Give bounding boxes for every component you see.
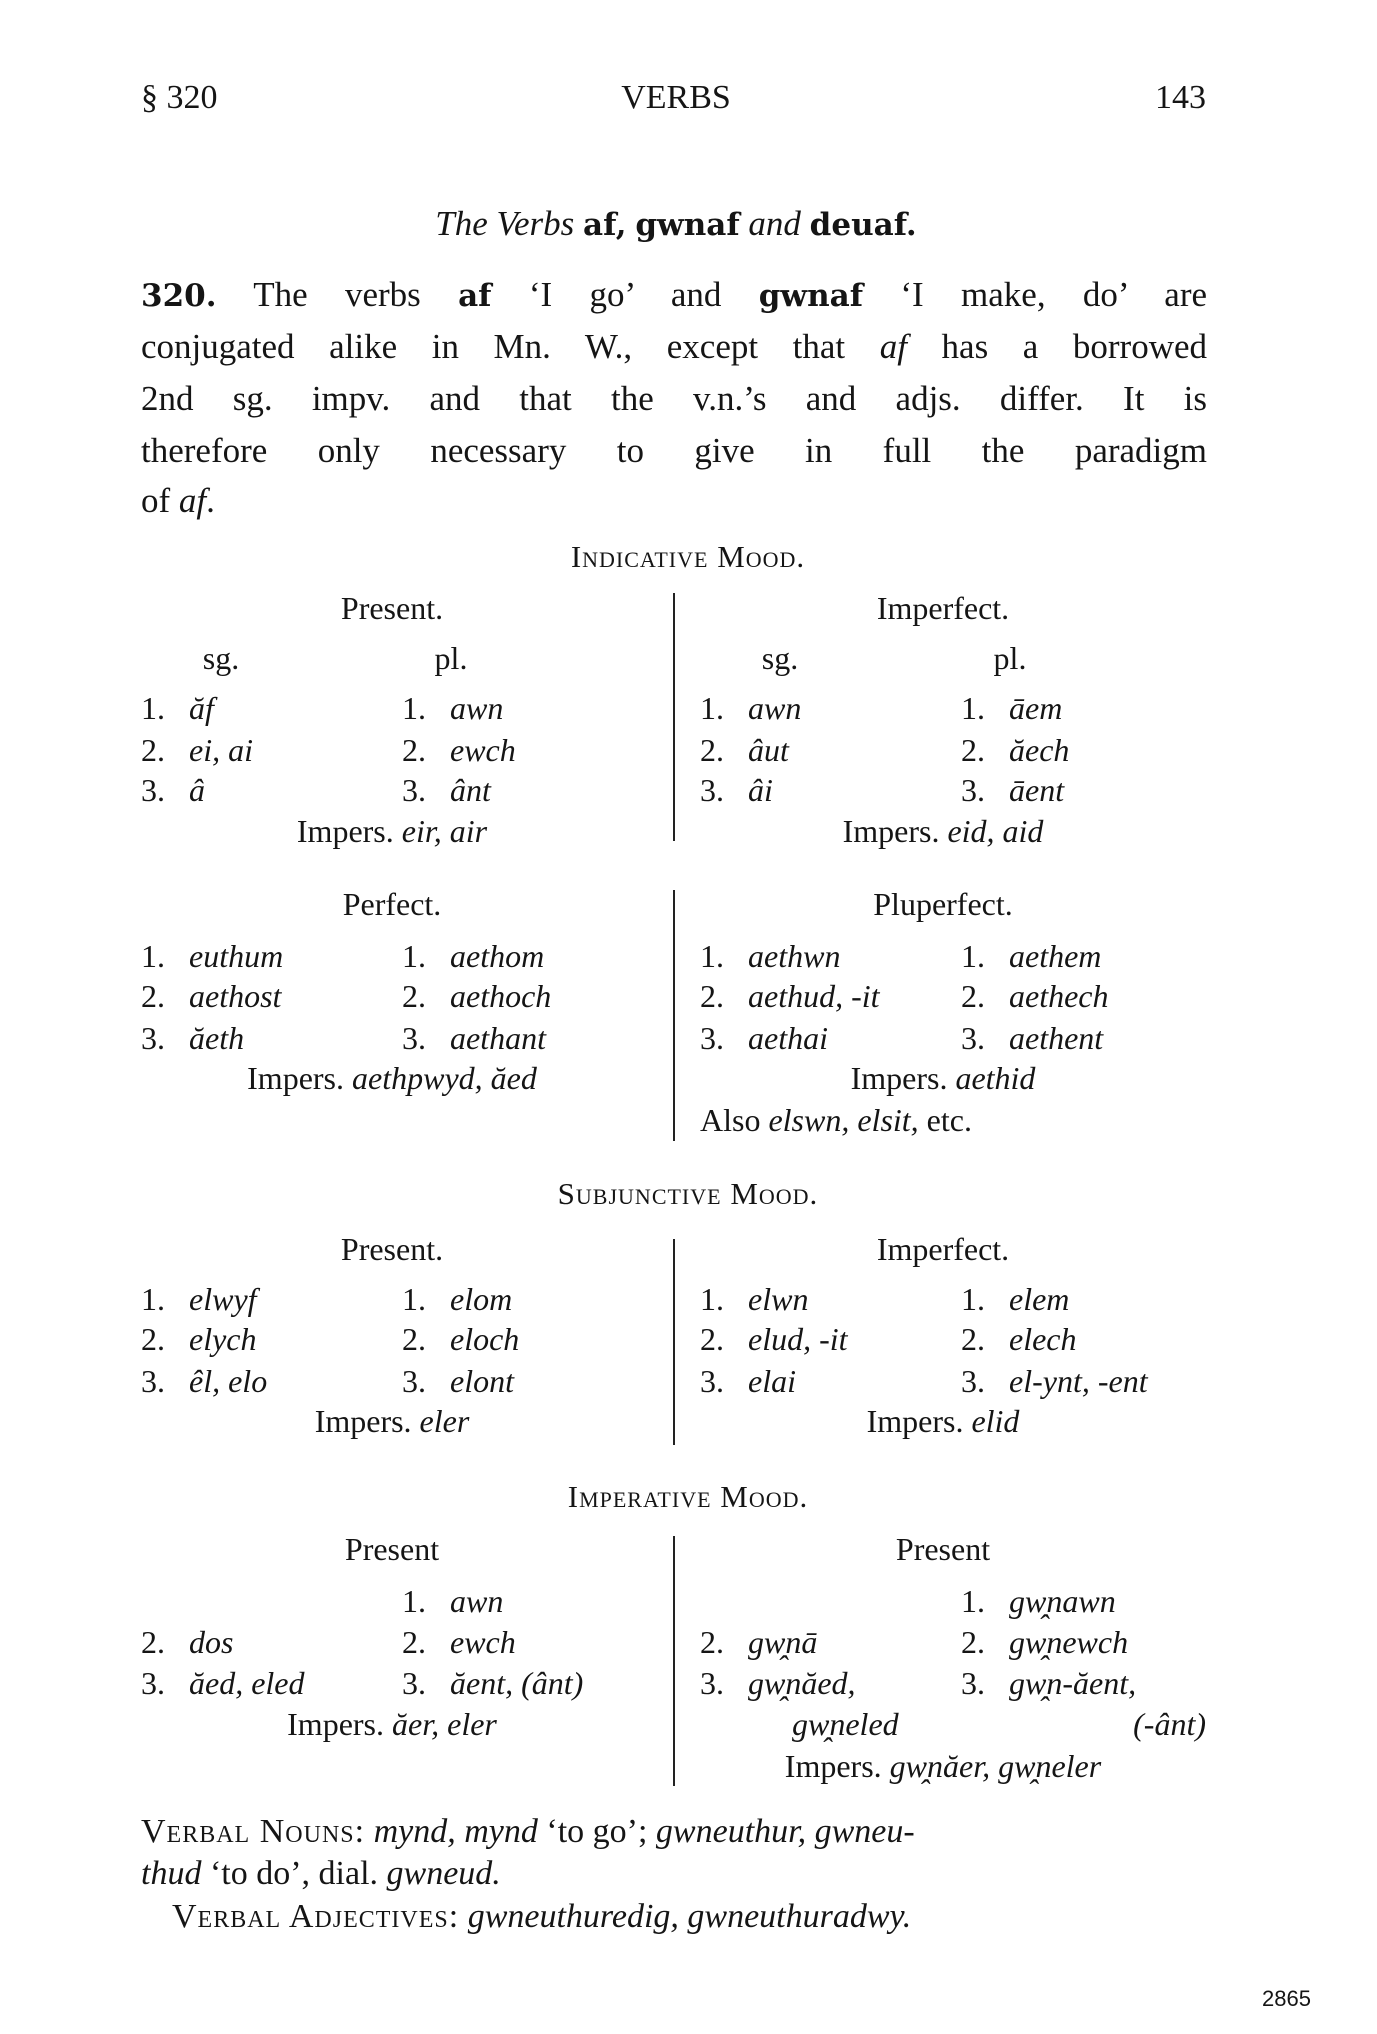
verb-form: gw̭n-ăent, [1009,1665,1137,1701]
verb-form: elud, -it [748,1321,848,1357]
impersonal-form [867,1399,1020,1443]
person-number: 2. [961,1624,985,1660]
verb-form: ei, ai [189,732,253,768]
verb-form: eloch [450,1321,520,1357]
impers-forms: aethpwyd, ăed [352,1060,537,1096]
person-number: 3. [141,772,165,808]
title-part: The Verbs [435,204,575,243]
title-part: af, [583,207,627,243]
person-number: 2. [141,978,165,1014]
person-number: 2. [700,1624,724,1660]
person-number: 2. [961,978,985,1014]
impers-forms: aethid [955,1060,1036,1096]
person-number: 3. [961,772,985,808]
title-part: and [748,204,801,243]
person-number: 3. [402,772,426,808]
person-number: 3. [961,1020,985,1056]
subsection-title [435,202,916,247]
impersonal-form [843,809,1044,853]
verb-form: awn [748,690,802,726]
forms: gwneuthuredig, gwneuthuradwy. [459,1898,912,1935]
verb-form: aethent [1009,1020,1104,1056]
impers-forms: ăer, eler [392,1706,497,1742]
verb-form: gw̭năed, [748,1665,856,1701]
person-number: 2. [141,1624,165,1660]
verb-form: āent [1009,772,1065,808]
impers-forms: eler [419,1403,470,1439]
text: af [879,327,907,366]
section-mark: § 320 [141,79,218,116]
person-number: 1. [141,690,165,726]
column-divider [673,890,675,1141]
text: ‘I make, do’ are [863,275,1208,314]
running-title: VERBS [621,79,731,116]
verb-form: aethost [189,978,282,1014]
verb-form: elem [1009,1281,1070,1317]
tense-title: Present [895,1531,991,1567]
impersonal-form [247,1056,537,1100]
impers-forms: gw̭năer, gw̭neler [889,1748,1102,1784]
person-number: 3. [141,1363,165,1399]
column-divider [673,593,675,841]
tense-title: Present. [340,590,444,626]
person-number: 2. [961,1321,985,1357]
impersonal-form [851,1056,1036,1100]
verb-form: elai [748,1363,796,1399]
person-number: 1. [961,1281,985,1317]
verb-form: elych [189,1321,257,1357]
verb-form: awn [450,1583,504,1619]
verb-form: awn [450,690,504,726]
person-number: 2. [402,978,426,1014]
imperative-heading: Imperative Mood. [567,1479,809,1514]
person-number: 2. [141,732,165,768]
subjunctive-heading: Subjunctive Mood. [557,1176,819,1211]
verb-form: aethai [748,1020,828,1056]
column-divider [673,1536,675,1786]
text: conjugated alike in Mn. W., except that [141,327,880,366]
also-note [700,1098,972,1142]
impers-label: Impers. [866,1403,964,1439]
verbal-nouns-cont [141,1852,501,1896]
verb-form: ăf [189,690,214,726]
verb-form: ăech [1009,732,1070,768]
impersonal-form [315,1399,470,1443]
verb-form: âut [748,732,789,768]
pl-label: pl. [993,640,1027,676]
impersonal-form [287,1702,497,1746]
verb-form: elech [1009,1321,1077,1357]
impers-label: Impers. [247,1060,345,1096]
person-number: 2. [700,1321,724,1357]
verb-form: aethant [450,1020,546,1056]
scan-id: 2865 [1262,1986,1311,2011]
person-number: 3. [141,1020,165,1056]
person-number: 3. [141,1665,165,1701]
impersonal-form [785,1744,1101,1788]
person-number: 3. [700,1665,724,1701]
gloss: ‘to do’, dial. [201,1855,387,1892]
verb-form: gw̭nawn [1009,1583,1116,1619]
tense-title: Imperfect. [876,1231,1010,1267]
impers-label: Impers. [850,1060,948,1096]
person-number: 2. [402,732,426,768]
impers-forms: eid, aid [947,813,1044,849]
paragraph-line [141,479,1207,523]
person-number: 2. [402,1624,426,1660]
impers-label: Impers. [314,1403,412,1439]
person-number: 2. [961,732,985,768]
tense-title: Imperfect. [876,590,1010,626]
person-number: 1. [700,1281,724,1317]
text: af [458,278,492,314]
person-number: 2. [141,1321,165,1357]
indicative-heading: Indicative Mood. [570,539,806,574]
title-part: gwnaf [635,207,740,243]
forms: gwneud. [386,1855,501,1892]
tense-title: Perfect. [342,886,442,922]
paragraph-line: 2nd sg. impv. and that the v.n.’s and adjs. differ. It is [141,379,1207,418]
verb-form: ăeth [189,1020,245,1056]
verbal-adjectives [172,1895,911,1939]
text: The verbs [216,275,459,314]
label: Verbal Adjectives: [172,1898,460,1935]
impersonal-form [297,809,487,853]
person-number: 2. [700,978,724,1014]
tense-title: Present [344,1531,440,1567]
verb-form: āem [1009,690,1063,726]
verb-form: ewch [450,732,516,768]
forms: gwneuthur, gwneu- [655,1813,915,1850]
person-number: 3. [961,1363,985,1399]
forms: mynd, mynd [365,1813,538,1850]
verb-form: elwyf [189,1281,257,1317]
verbal-nouns [141,1810,915,1854]
verb-form: aethem [1009,938,1102,974]
impers-label: Impers. [842,813,940,849]
verb-form: gw̭neled [792,1706,899,1742]
verb-form: gw̭nā [748,1624,818,1660]
label: Verbal Nouns: [141,1813,366,1850]
impers-label: Impers. [784,1748,882,1784]
paragraph-line [141,325,1207,369]
verb-form: aethech [1009,978,1109,1014]
verb-form: ăed, eled [189,1665,305,1701]
verb-form: aethoch [450,978,552,1014]
verb-form: aethwn [748,938,841,974]
text: elswn, elsit, [768,1102,919,1138]
gloss: ‘to go’; [537,1813,656,1850]
verb-form: ăent, (ânt) [450,1665,584,1701]
verb-form: âi [748,772,773,808]
text: of [141,481,179,520]
paragraph-line [141,273,1207,318]
verb-form: ewch [450,1624,516,1660]
verb-form: (-ânt) [1133,1706,1206,1742]
person-number: 1. [402,938,426,974]
verb-form: ânt [450,772,491,808]
person-number: 1. [700,938,724,974]
verb-form: aethom [450,938,545,974]
paragraph-line: therefore only necessary to give in full the paradigm [141,431,1207,470]
verb-form: euthum [189,938,284,974]
text: af [178,481,207,520]
verb-form: dos [189,1624,234,1660]
person-number: 1. [402,690,426,726]
person-number: 2. [402,1321,426,1357]
forms: thud [141,1855,202,1892]
tense-title: Present. [340,1231,444,1267]
text: ‘I go’ and [491,275,759,314]
text: has a borrowed [906,327,1207,366]
impers-label: Impers. [296,813,394,849]
person-number: 1. [141,1281,165,1317]
verb-form: el-ynt, -ent [1009,1363,1148,1399]
verb-form: aethud, -it [748,978,880,1014]
column-divider [673,1239,675,1445]
pl-label: pl. [434,640,468,676]
person-number: 1. [402,1583,426,1619]
impers-forms: eir, air [401,813,488,849]
person-number: 3. [402,1020,426,1056]
person-number: 1. [961,938,985,974]
verb-form: elont [450,1363,514,1399]
sg-label: sg. [202,640,240,676]
person-number: 2. [700,732,724,768]
text: gwnaf [758,278,864,314]
verb-form: elwn [748,1281,809,1317]
person-number: 1. [961,690,985,726]
person-number: 3. [700,772,724,808]
impers-forms: elid [971,1403,1020,1439]
verb-form: êl, elo [189,1363,268,1399]
person-number: 3. [402,1665,426,1701]
verb-form: elom [450,1281,513,1317]
person-number: 1. [700,690,724,726]
para-num: 320. [141,278,217,314]
person-number: 1. [141,938,165,974]
page-number: 143 [1155,79,1206,116]
person-number: 3. [961,1665,985,1701]
text: . [206,481,215,520]
person-number: 1. [961,1583,985,1619]
text: etc. [918,1102,972,1138]
person-number: 3. [700,1020,724,1056]
sg-label: sg. [761,640,799,676]
person-number: 3. [700,1363,724,1399]
impers-label: Impers. [287,1706,384,1742]
text: Also [700,1102,769,1138]
verb-form: â [189,772,205,808]
person-number: 3. [402,1363,426,1399]
tense-title: Pluperfect. [873,886,1013,922]
title-part: deuaf. [809,207,917,243]
verb-form: gw̭newch [1009,1624,1129,1660]
person-number: 1. [402,1281,426,1317]
